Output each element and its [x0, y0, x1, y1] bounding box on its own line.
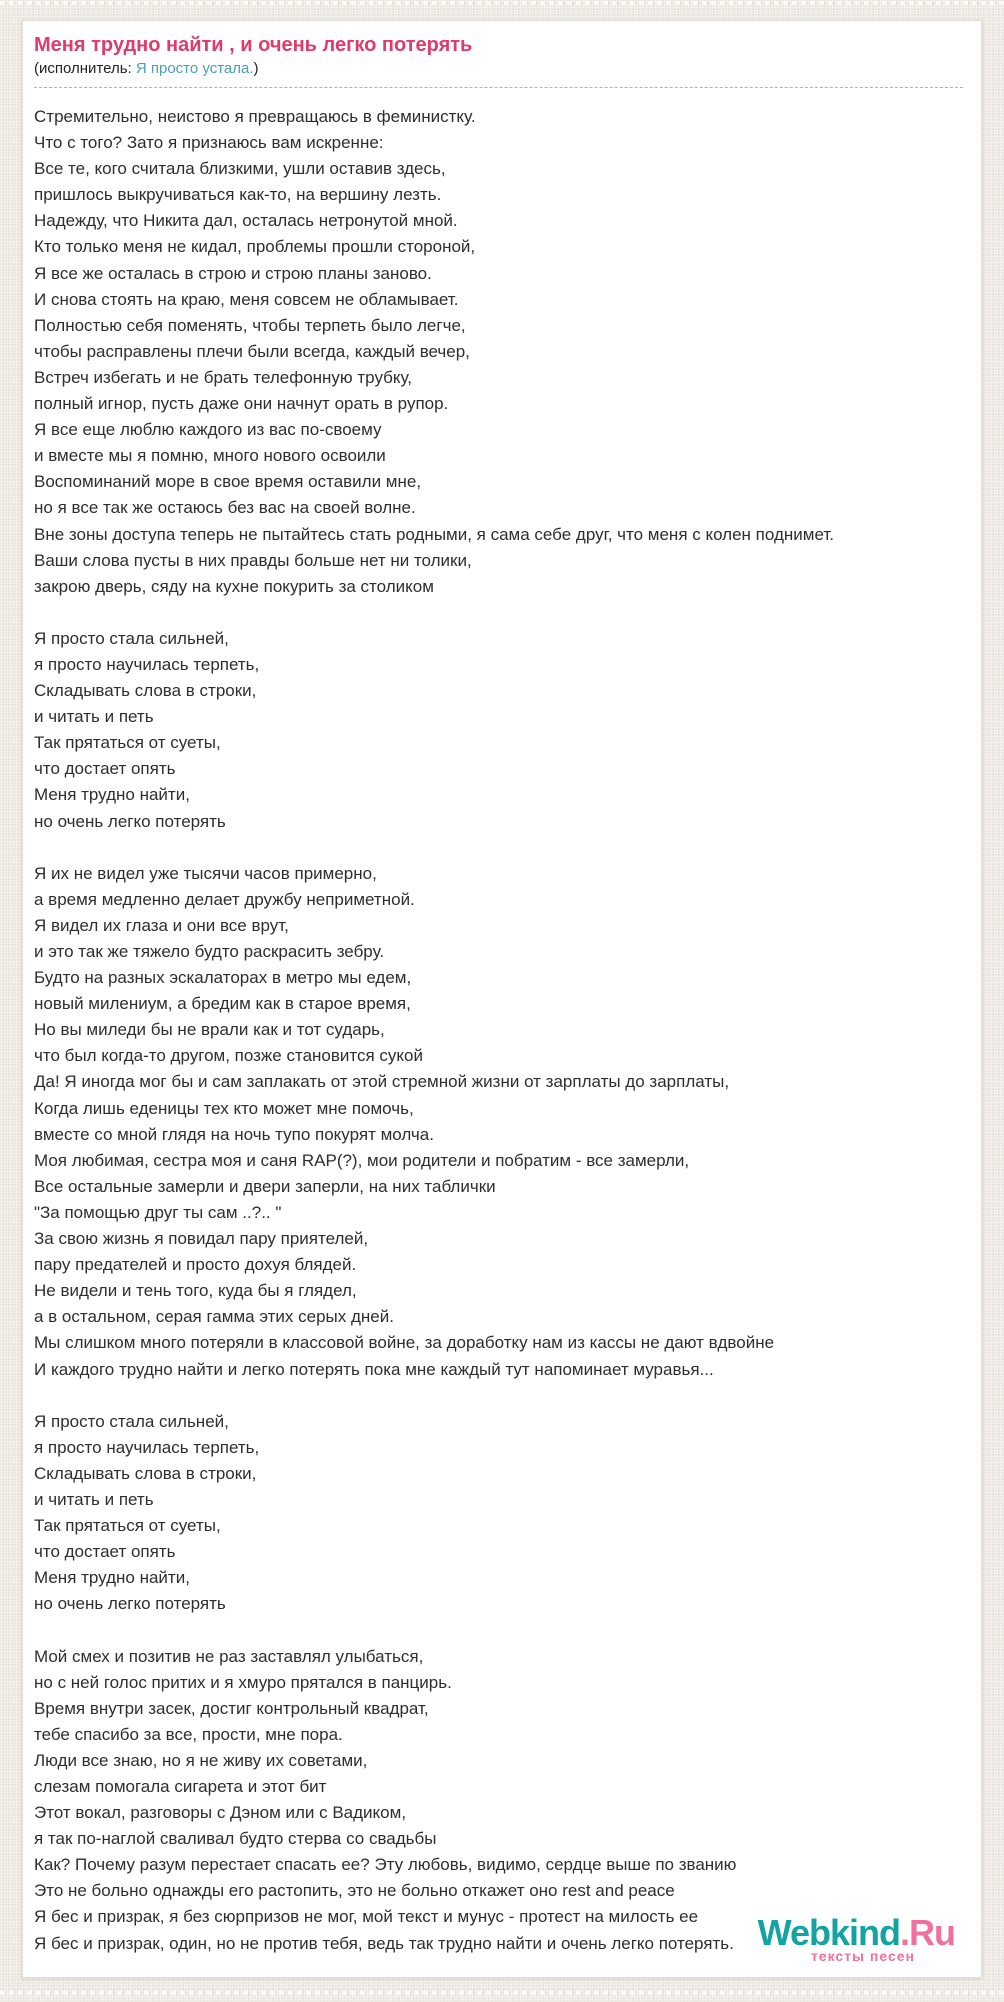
- lyric-line: Это не больно однажды его растопить, это не больно откажет оно rest and peace: [34, 1881, 675, 1901]
- lyric-line: Меня трудно найти,: [34, 785, 190, 805]
- lyric-line: Кто только меня не кидал, проблемы прошли стороной,: [34, 237, 476, 257]
- lyric-line: Люди все знаю, но я не живу их советами,: [34, 1750, 368, 1770]
- lyric-line: но очень легко потерять: [34, 811, 226, 831]
- lyric-line: Так прятаться от суеты,: [34, 1516, 221, 1536]
- lyric-line: Мой смех и позитив не раз заставлял улыбаться,: [34, 1646, 424, 1666]
- lyric-line: и вместе мы я помню, много нового освоили: [34, 446, 386, 466]
- lyric-line: Я видел их глаза и они все врут,: [34, 915, 289, 935]
- artist-link[interactable]: Я просто устала.: [135, 60, 254, 77]
- lyric-line: пришлось выкручиваться как-то, на вершину лезть.: [34, 185, 442, 205]
- lyric-line: Моя любимая, сестра моя и саня RAP(?), мои родители и побратим - все замерли,: [34, 1150, 690, 1170]
- stanza: [34, 104, 963, 600]
- lyric-line: а в остальном, серая гамма этих серых дней.: [34, 1307, 394, 1327]
- lyric-line: Я все еще люблю каждого из вас по-своему: [34, 420, 382, 440]
- lyric-line: вместе со мной глядя на ночь тупо покурят молча.: [34, 1124, 434, 1144]
- webkind-logo[interactable]: [757, 1912, 955, 1964]
- lyric-line: Все остальные замерли и двери заперли, на них таблички: [34, 1176, 496, 1196]
- lyric-line: Надежду, что Никита дал, осталась нетронутой мной.: [34, 211, 458, 231]
- page-title: Меня трудно найти , и очень легко потерять: [34, 34, 473, 56]
- lyric-line: но с ней голос притих и я хмуро прятался в панцирь.: [34, 1672, 452, 1692]
- lyric-line: тебе спасибо за все, прости, мне пора.: [34, 1724, 343, 1744]
- lyric-line: Я бес и призрак, я без сюрпризов не мог, мой текст и мунус - протест на милость ее: [34, 1907, 699, 1927]
- lyrics-text: [34, 104, 963, 1957]
- lyric-line: Меня трудно найти,: [34, 1568, 190, 1588]
- lyric-line: Не видели и тень того, куда бы я глядел,: [34, 1281, 357, 1301]
- lyric-line: Когда лишь еденицы тех кто может мне помочь,: [34, 1098, 414, 1118]
- lyric-line: За свою жизнь я повидал пару приятелей,: [34, 1229, 369, 1249]
- lyric-line: слезам помогала сигарета и этот бит: [34, 1777, 327, 1796]
- stanza: [34, 861, 963, 1383]
- logo-ru-label: .Ru: [900, 1912, 955, 1953]
- lyric-line: Я все же осталась в строю и строю планы заново.: [34, 263, 432, 283]
- stanza: [34, 1409, 963, 1618]
- lyric-line: Складывать слова в строки,: [34, 681, 257, 701]
- lyric-line: что достает опять: [34, 1542, 176, 1562]
- artist-row: [34, 60, 963, 88]
- lyric-line: Складывать слова в строки,: [34, 1463, 257, 1483]
- lyric-line: Как? Почему разум перестает спасать ее? Эту любовь, видимо, сердце выше по званию: [34, 1855, 737, 1875]
- lyrics-card: [22, 20, 982, 1978]
- lyric-line: Я просто стала сильней,: [34, 628, 229, 648]
- lyric-line: я просто научилась терпеть,: [34, 1437, 260, 1457]
- lyric-line: но я все так же остаюсь без вас на своей волне.: [34, 498, 416, 518]
- lyric-line: Да! Я иногда мог бы и сам заплакать от этой стремной жизни от зарплаты до зарплаты,: [34, 1072, 730, 1092]
- lyric-line: Мы слишком много потеряли в классовой войне, за доработку нам из кассы не дают вдвойне: [34, 1333, 775, 1353]
- lyric-line: Но вы миледи бы не врали как и тот сударь,: [34, 1020, 385, 1040]
- lyric-line: Все те, кого считала близкими, ушли оставив здесь,: [34, 159, 446, 179]
- lyric-line: Вне зоны доступа теперь не пытайтесь стать родными, я сама себе друг, что меня с колен поднимет.: [34, 524, 834, 544]
- lyric-line: чтобы расправлены плечи были всегда, каждый вечер,: [34, 341, 470, 361]
- lyric-line: и читать и петь: [34, 1489, 154, 1509]
- lyric-line: И каждого трудно найти и легко потерять пока мне каждый тут напоминает муравья...: [34, 1359, 714, 1379]
- lyric-line: новый милениум, а бредим как в старое время,: [34, 994, 411, 1014]
- stanza: [34, 626, 963, 835]
- lyric-line: Встреч избегать и не брать телефонную трубку,: [34, 367, 413, 387]
- lyric-line: Так прятаться от суеты,: [34, 733, 221, 753]
- lyric-line: Воспоминаний море в свое время оставили мне,: [34, 472, 422, 492]
- artist-suffix-label: ): [253, 60, 259, 77]
- lyric-line: я просто научилась терпеть,: [34, 654, 260, 674]
- lyric-line: И снова стоять на краю, меня совсем не обламывает.: [34, 289, 459, 309]
- lyric-line: и это так же тяжело будто раскрасить зебру.: [34, 942, 385, 961]
- lyric-line: Я бес и призрак, один, но не против тебя, ведь так трудно найти и очень легко потерять.: [34, 1933, 734, 1953]
- lyric-line: и читать и петь: [34, 707, 154, 727]
- lyric-line: что достает опять: [34, 759, 176, 779]
- lyric-line: Этот вокал, разговоры с Дэном или с Вадиком,: [34, 1803, 407, 1823]
- logo-tagline: тексты песен: [810, 1948, 915, 1964]
- lyric-line: Полностью себя поменять, чтобы терпеть было легче,: [34, 315, 466, 335]
- artist-prefix-label: (исполнитель:: [34, 60, 136, 77]
- lyric-line: пару предателей и просто дохуя блядей.: [34, 1255, 357, 1275]
- lyric-line: "За помощью друг ты сам ..?.. ": [34, 1202, 282, 1222]
- lyric-line: Стремительно, неистово я превращаюсь в феминистку.: [34, 107, 476, 126]
- webkind-logo-wordmark: [757, 1912, 955, 1953]
- lyric-line: Ваши слова пусты в них правды больше нет ни толики,: [34, 550, 472, 570]
- lyric-line: но очень легко потерять: [34, 1594, 226, 1614]
- lyric-line: что был когда-то другом, позже становится сукой: [34, 1046, 423, 1066]
- lyric-line: полный игнор, пусть даже они начнут орать в рупор.: [34, 394, 449, 414]
- lyric-line: Я просто стала сильней,: [34, 1411, 229, 1431]
- lyric-line: я так по-наглой сваливал будто стерва со свадьбы: [34, 1829, 437, 1849]
- lyric-line: Я их не видел уже тысячи часов примерно,: [34, 863, 377, 883]
- lyric-line: Время внутри засек, достиг контрольный квадрат,: [34, 1698, 429, 1718]
- lyric-line: Будто на разных эскалаторах в метро мы едем,: [34, 968, 412, 988]
- lyric-line: а время медленно делает дружбу неприметной.: [34, 889, 415, 909]
- stanza: [34, 1644, 963, 1957]
- lyric-line: закрою дверь, сяду на кухне покурить за столиком: [34, 576, 434, 596]
- lyric-line: Что с того? Зато я признаюсь вам искренне:: [34, 133, 384, 153]
- logo-webkind-label: Webkind: [757, 1912, 900, 1953]
